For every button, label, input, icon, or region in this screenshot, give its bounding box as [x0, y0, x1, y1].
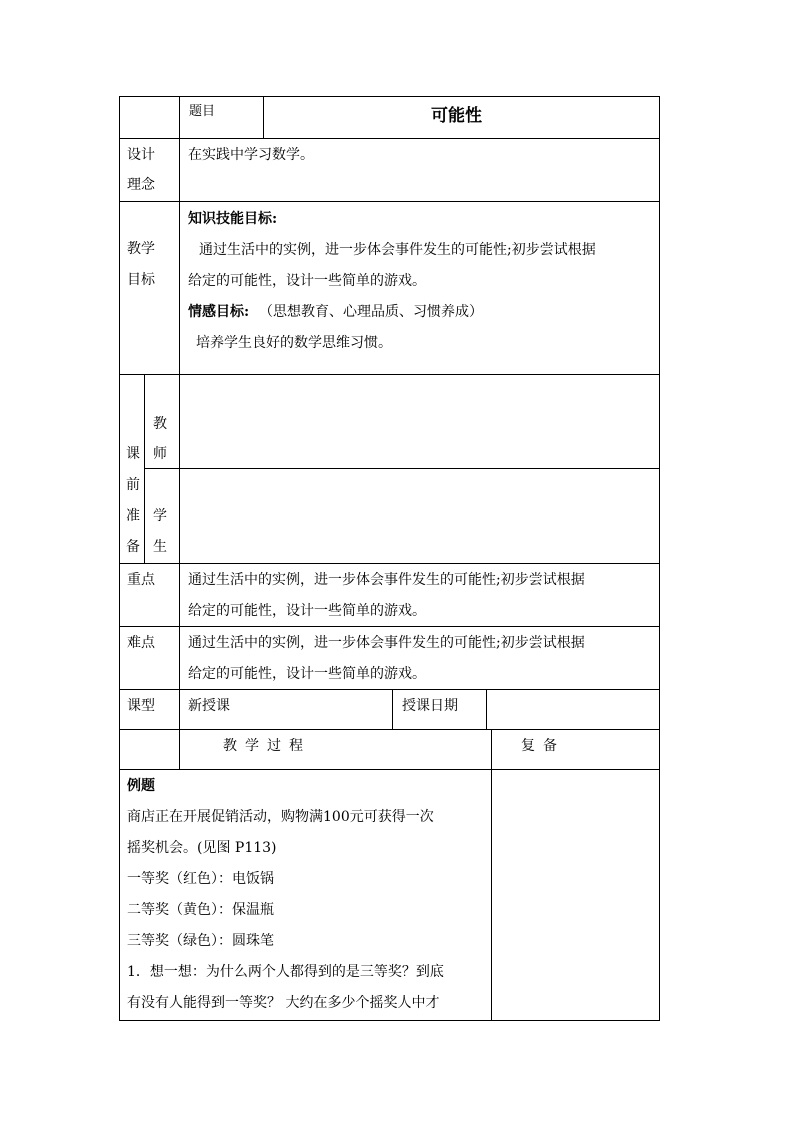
prep-label-char: 准 [126, 508, 140, 524]
design-label-2: 理念 [127, 177, 155, 193]
row-divider [119, 201, 660, 202]
row-divider [144, 468, 660, 469]
design-label-1: 设计 [127, 147, 155, 163]
lesson-date-label: 授课日期 [402, 698, 458, 714]
teacher-label-2: 师 [153, 446, 167, 462]
row-divider [119, 563, 660, 564]
row-divider [119, 138, 660, 139]
topic-label: 题目 [189, 104, 216, 119]
lesson-type-value: 新授课 [188, 698, 230, 714]
column-divider [179, 96, 180, 374]
example-line: 摇奖机会。(见图 P113) [127, 840, 277, 856]
teacher-label-1: 教 [153, 416, 167, 432]
row-divider [119, 374, 660, 375]
goals-label-1: 教学 [127, 241, 155, 257]
page-title: 可能性 [431, 106, 482, 126]
table-border-top [119, 96, 660, 97]
student-label-1: 学 [153, 508, 167, 524]
example-line: 三等奖（绿色）：圆珠笔 [127, 933, 274, 949]
table-border-left [119, 96, 120, 1021]
row-divider [119, 689, 660, 690]
emotion-note: （思想教育、心理品质、习惯养成） [259, 304, 483, 320]
knowledge-heading: 知识技能目标: [188, 211, 278, 227]
column-divider [263, 96, 264, 138]
row-divider [119, 769, 660, 770]
process-heading: 教学过程 [223, 738, 311, 754]
focus-line-2: 给定的可能性，设计一些简单的游戏。 [188, 603, 426, 619]
example-heading: 例题 [127, 778, 155, 794]
knowledge-line-1: 通过生活中的实例，进一步体会事件发生的可能性;初步尝试根据 [199, 242, 596, 258]
focus-line-1: 通过生活中的实例，进一步体会事件发生的可能性;初步尝试根据 [188, 572, 585, 588]
row-divider [119, 729, 660, 730]
lesson-type-label: 课型 [127, 698, 155, 714]
example-line: 商店正在开展促销活动，购物满100元可获得一次 [127, 809, 434, 825]
prep-label-char: 备 [126, 539, 140, 555]
lesson-plan-table [119, 96, 660, 1021]
row-divider [119, 626, 660, 627]
column-divider [179, 374, 180, 769]
prep-label-char: 课 [126, 446, 140, 462]
emotion-heading: 情感目标: [188, 304, 250, 320]
table-border-bottom [119, 1020, 660, 1021]
focus-label: 重点 [127, 572, 155, 588]
design-text: 在实践中学习数学。 [188, 147, 314, 163]
knowledge-line-2: 给定的可能性，设计一些简单的游戏。 [188, 273, 426, 289]
emotion-line: 培养学生良好的数学思维习惯。 [196, 335, 392, 351]
example-line: 一等奖（红色）：电饭锅 [127, 871, 274, 887]
review-heading: 复备 [521, 738, 565, 754]
column-divider [491, 729, 492, 1021]
difficulty-line-2: 给定的可能性，设计一些简单的游戏。 [188, 666, 426, 682]
table-border-right [659, 96, 660, 1021]
difficulty-line-1: 通过生活中的实例，进一步体会事件发生的可能性;初步尝试根据 [188, 635, 585, 651]
difficulty-label: 难点 [127, 635, 155, 651]
column-divider [144, 374, 145, 563]
column-divider [392, 689, 393, 729]
example-line: 有没有人能得到一等奖？ 大约在多少个摇奖人中才 [127, 995, 440, 1011]
column-divider [486, 689, 487, 729]
example-line: 1．想一想：为什么两个人都得到的是三等奖？到底 [127, 964, 444, 980]
goals-label-2: 目标 [127, 272, 155, 288]
prep-label-char: 前 [126, 477, 140, 493]
student-label-2: 生 [153, 539, 167, 555]
example-line: 二等奖（黄色）：保温瓶 [127, 902, 274, 918]
